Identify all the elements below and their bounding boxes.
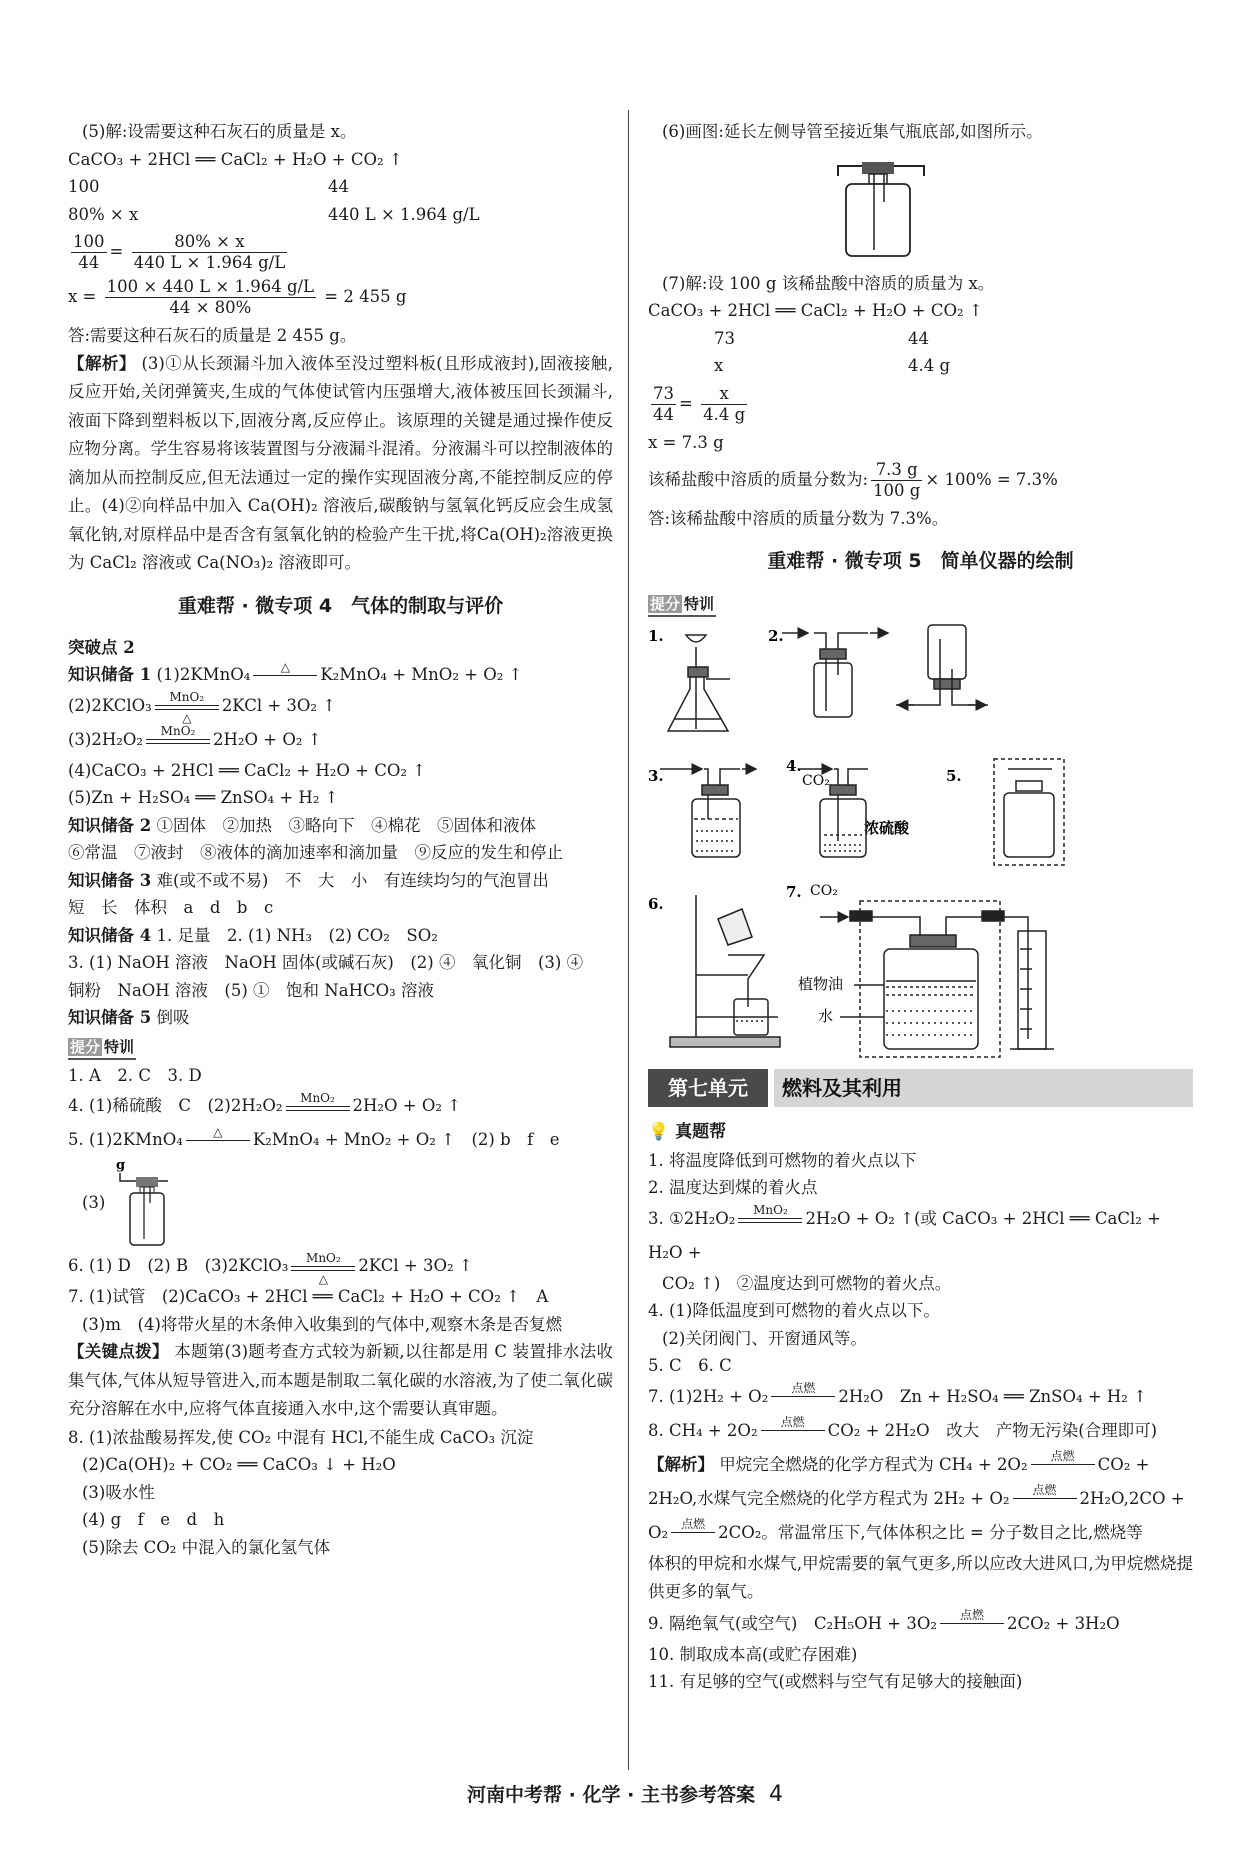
answer-5-3-figure: (3) g: [68, 1157, 613, 1249]
knowledge-1-line4: (4)CaCO₃ + 2HCl ══ CaCl₂ + H₂O + CO₂ ↑: [68, 760, 427, 780]
answers-1-3: 1. A 2. C 3. D: [68, 1065, 202, 1085]
knowledge-4-line2: 3. (1) NaOH 溶液 NaOH 固体(或碱石灰) (2) ④ 氧化铜 (3) ④: [68, 953, 584, 972]
tiban-badge: 提分 特训: [68, 1036, 136, 1060]
fig-6-label: 6.: [648, 894, 664, 913]
p5-row1: 100 44: [68, 177, 349, 196]
knowledge-2-line2: ⑥常温 ⑦液封 ⑧液体的滴加速率和滴加量 ⑨反应的发生和停止: [68, 843, 563, 862]
fig-5-label: 5.: [946, 766, 962, 785]
knowledge-1-line3: (3)2H₂O₂ MnO₂ 2H₂O + O₂ ↑: [68, 724, 322, 749]
page-number: 4: [768, 1782, 783, 1807]
knowledge-1-line1: 知识储备 1 (1)2KMnO₄ △ K₂MnO₄ + MnO₂ + O₂ ↑: [68, 659, 523, 684]
answer-r10: 10. 制取成本高(或贮存困难): [648, 1644, 858, 1664]
answer-r1: 1. 将温度降低到可燃物的着火点以下: [648, 1150, 917, 1170]
answer-r4-line1: 4. (1)降低温度到可燃物的着火点以下。: [648, 1301, 940, 1320]
p6-gas-bottle-drawing: [648, 146, 1193, 266]
p5-equation: CaCO₃ + 2HCl ══ CaCl₂ + H₂O + CO₂ ↑: [68, 149, 403, 169]
analysis-r-line2: 2H₂O,水煤气完全燃烧的化学方程式为 2H₂ + O₂ 点燃 2H₂O,2CO +: [648, 1483, 1185, 1508]
lightbulb-icon: 💡: [648, 1121, 670, 1142]
instrument-drawings: [648, 619, 1193, 1059]
answer-r4-line2: (2)关闭阀门、开窗通风等。: [662, 1328, 867, 1348]
answer-8-line4: (4) g f e d h: [82, 1510, 225, 1529]
answer-r3-line2: CO₂ ↑) ②温度达到可燃物的着火点。: [662, 1273, 952, 1293]
fig-7-label: 7.: [786, 882, 802, 901]
analysis-r-line1: 【解析】 甲烷完全燃烧的化学方程式为 CH₄ + 2O₂ 点燃 CO₂ +: [648, 1449, 1150, 1474]
p7-answer: 答:该稀盐酸中溶质的质量分数为 7.3%。: [648, 509, 949, 528]
knowledge-4-line3: 铜粉 NaOH 溶液 (5) ① 饱和 NaHCO₃ 溶液: [68, 980, 434, 1000]
answer-r5-6: 5. C 6. C: [648, 1356, 732, 1375]
answer-8-line1: 8. (1)浓盐酸易挥发,使 CO₂ 中混有 HCl,不能生成 CaCO₃ 沉淀: [68, 1427, 534, 1447]
left-column: [68, 118, 613, 1561]
knowledge-2-line1: 知识储备 2 ①固体 ②加热 ③略向下 ④棉花 ⑤固体和液体: [68, 815, 536, 835]
answer-4: 4. (1)稀硫酸 C (2)2H₂O₂ MnO₂ 2H₂O + O₂ ↑: [68, 1090, 462, 1115]
knowledge-5: 知识储备 5 倒吸: [68, 1008, 190, 1027]
p5-proportion: $\frac{100}{44}$ = $\frac{80\% \times x}{440 L \times 1.964 g/L}$: [73, 232, 286, 272]
column-divider: [628, 110, 629, 1770]
answer-8-line2: (2)Ca(OH)₂ + CO₂ ══ CaCO₃ ↓ + H₂O: [82, 1455, 396, 1474]
answer-r2: 2. 温度达到煤的着火点: [648, 1178, 818, 1197]
svg-text:g: g: [116, 1158, 126, 1173]
p7-intro: (7)解:设 100 g 该稀盐酸中溶质的质量为 x。: [662, 273, 995, 293]
p7-percentage: 该稀盐酸中溶质的质量分数为: $\frac{7.3 g}{100 g}$ × 100% = 7.3%: [648, 460, 1058, 500]
fig-7-vegetable-oil: 植物油: [798, 974, 844, 993]
fig-2-label: 2.: [768, 626, 784, 645]
fig-5-bottle: [994, 759, 1064, 865]
unit-7-banner: 第七单元 燃料及其利用: [648, 1069, 1193, 1109]
answer-r9: 9. 隔绝氧气(或空气) C₂H₅OH + 3O₂ 点燃 2CO₂ + 3H₂O: [648, 1608, 1120, 1633]
p7-equation: CaCO₃ + 2HCl ══ CaCl₂ + H₂O + CO₂ ↑: [648, 301, 983, 320]
fig-4-co2: CO₂: [802, 772, 830, 789]
fig-3-label: 3.: [648, 766, 664, 785]
answer-r8: 8. CH₄ + 2O₂ 点燃 CO₂ + 2H₂O 改大 产物无污染(合理即可): [648, 1415, 1158, 1440]
fig-2-bottles: [782, 625, 988, 717]
p6-text: (6)画图:延长左侧导管至接近集气瓶底部,如图所示。: [662, 122, 1043, 141]
p7-x: x = 7.3 g: [648, 432, 724, 452]
answer-r11: 11. 有足够的空气(或燃料与空气有足够大的接触面): [648, 1672, 1023, 1691]
knowledge-3-line1: 知识储备 3 难(或不或不易) 不 大 小 有连续均匀的气泡冒出: [68, 870, 549, 890]
knowledge-3-line2: 短 长 体积 a d b c: [68, 898, 274, 917]
page-footer: 河南中考帮 · 化学 · 主书参考答案 4: [467, 1782, 783, 1807]
p5-answer: 答:需要这种石灰石的质量是 2 455 g。: [68, 326, 357, 345]
p7-row1: 73 44: [714, 328, 929, 348]
answer-8-line5: (5)除去 CO₂ 中混入的氯化氢气体: [82, 1537, 331, 1557]
analysis-r-line3: O₂ 点燃 2CO₂。常温常压下,气体体积之比 = 分子数目之比,燃烧等: [648, 1517, 1143, 1542]
knowledge-4-line1: 知识储备 4 1. 足量 2. (1) NH₃ (2) CO₂ SO₂: [68, 925, 438, 945]
p5-intro: (5)解:设需要这种石灰石的质量是 x。: [82, 122, 357, 141]
answer-5: 5. (1)2KMnO₄ △ K₂MnO₄ + MnO₂ + O₂ ↑ (2) b f e: [68, 1124, 560, 1149]
p7-row2: x 4.4 g: [714, 356, 951, 375]
fig-1-label: 1.: [648, 626, 664, 645]
answer-r7: 7. (1)2H₂ + O₂ 点燃 2H₂O Zn + H₂SO₄ ══ ZnSO₄ + H₂ ↑: [648, 1381, 1147, 1406]
analysis-paragraph: 【解析】 (3)①从长颈漏斗加入液体至没过塑料板(且形成液封),固液接触,反应开始,关闭弹簧夹,生成的气体使试管内压强增大,液体被压回长颈漏斗,液面下降到塑料板以下,固液分离,反应停止。该原理的关键是通过操作使反应物分离。学生容易将该装置图与分液漏斗混淆。分液漏斗可以控制液体的滴加从而控制反应,但无法通过一定的操作实现固液分离,不能控制反应的停止。(4)②向样品中加入 Ca(OH)₂ 溶液后,碳酸钠与氢氧化钙反应会生成氢氧化钠,对原样品中是否含有氢氧化钠的检验产生干扰,将Ca(OH)₂溶液更换为 CaCl₂ 溶液或 Ca(NO₃)₂ 溶液即可。: [68, 353, 613, 572]
gas-bottle-drawing: [108, 1157, 228, 1249]
p7-proportion: $\frac{73}{44}$ = $\frac{x}{4.4 g}$: [653, 383, 746, 424]
p5-row2: 80% × x 440 L × 1.964 g/L: [68, 204, 480, 224]
fig-7-water: 水: [818, 1006, 834, 1025]
tiban-badge-right: 提分 特训: [648, 593, 716, 617]
answer-8-line3: (3)吸水性: [82, 1482, 155, 1502]
answer-r3-line1: 3. ①2H₂O₂ MnO₂ 2H₂O + O₂ ↑(或 CaCO₃ + 2HCl ══ CaCl₂ + H₂O +: [648, 1203, 1161, 1262]
fig-3-washing-bottle: [660, 769, 756, 857]
right-column: [648, 118, 1193, 1696]
answer-7-line2: (3)m (4)将带火星的木条伸入收集到的气体中,观察木条是否复燃: [82, 1314, 563, 1334]
fig-1-conical-flask: [668, 635, 730, 731]
section-4-title: 重难帮 · 微专项 4 气体的制取与评价: [177, 594, 504, 617]
fig-4-label: 4.: [786, 756, 802, 775]
fig-6-filtration: [670, 895, 780, 1047]
zhenti-heading: 💡 真题帮: [648, 1121, 727, 1142]
answer-7-line1: 7. (1)试管 (2)CaCO₃ + 2HCl ══ CaCl₂ + H₂O + CO₂ ↑ A: [68, 1287, 549, 1306]
key-point-paragraph: 【关键点拨】 本题第(3)题考查方式较为新颖,以往都是用 C 装置排水法收集气体,气体从短导管进入,而本题是制取二氧化碳的水溶液,为了使二氧化碳充分溶解在水中,应将气体直接通入水中,这个需要认真审题。: [68, 1342, 614, 1418]
knowledge-1-line2: (2)2KClO₃ MnO₂ △ 2KCl + 3O₂ ↑: [68, 690, 337, 725]
fig-7-co2: CO₂: [810, 882, 838, 899]
analysis-r-rest: 体积的甲烷和水煤气,甲烷需要的氧气更多,所以应改大进风口,为甲烷燃烧提供更多的氧气。: [648, 1553, 1193, 1601]
fig-4-conc-sulfuric: 浓硫酸: [864, 818, 910, 837]
p5-solution: x = $\frac{100 \times 440 L \times 1.964 g/L}{44 \times 80\%}$ = 2 455 g: [68, 277, 407, 317]
section-5-title: 重难帮 · 微专项 5 简单仪器的绘制: [767, 549, 1074, 572]
knowledge-1-line5: (5)Zn + H₂SO₄ ══ ZnSO₄ + H₂ ↑: [68, 788, 339, 807]
answer-6: 6. (1) D (2) B (3)2KClO₃ MnO₂ △ 2KCl + 3O₂ ↑: [68, 1250, 473, 1286]
fig-7-gas-volume-apparatus: [820, 901, 1054, 1057]
breakthrough-point: 突破点 2: [68, 637, 135, 657]
